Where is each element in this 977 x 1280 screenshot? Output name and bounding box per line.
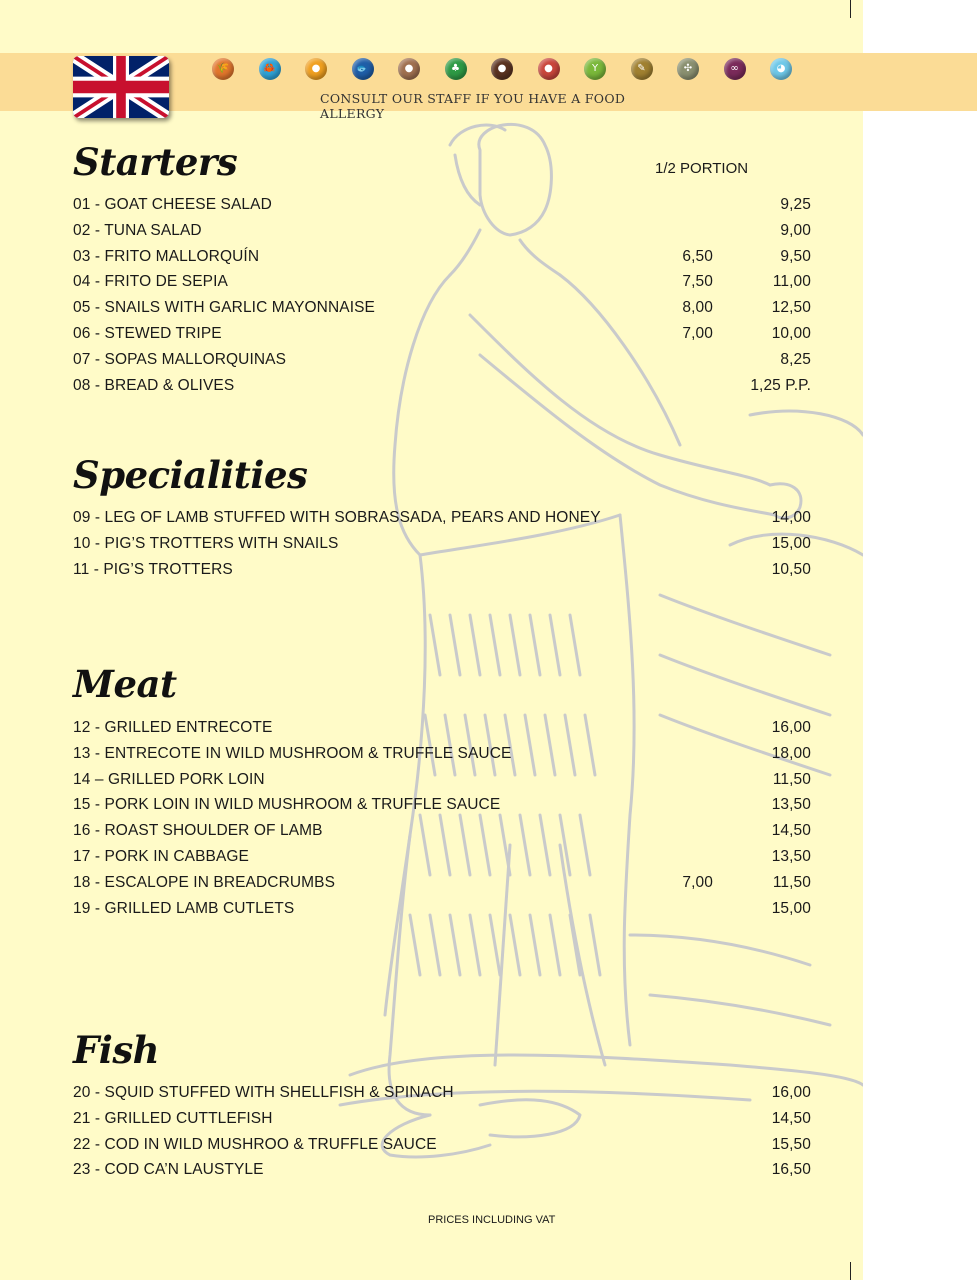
menu-item-half-price: 7,50 [682,273,713,291]
menu-item [73,374,813,400]
fish-icon: 🐟 [352,58,374,80]
menu-item-name: 05 - SNAILS WITH GARLIC MAYONNAISE [73,299,375,317]
menu-item-name: 19 - GRILLED LAMB CUTLETS [73,899,295,917]
menu-item-price: 13,50 [771,796,811,814]
menu-item-name: 18 - ESCALOPE IN BREADCRUMBS [73,873,336,891]
menu-item [73,296,813,322]
menu-item [73,270,813,296]
menu-item-price: 11,00 [772,273,811,291]
fish-list [73,1081,813,1184]
menu-item-price: 14,50 [771,1109,811,1127]
menu-item-name: 03 - FRITO MALLORQUÍN [73,247,260,265]
menu-item [73,322,813,348]
starters-list [73,193,813,399]
menu-item-half-price: 7,00 [682,873,713,891]
menu-item-price: 10,50 [771,560,811,578]
menu-item-price: 9,25 [780,196,811,213]
menu-item-name: 09 - LEG OF LAMB STUFFED WITH SOBRASSADA, PEARS AND HONEY [73,509,601,526]
menu-item-name: 04 - FRITO DE SEPIA [73,273,228,291]
menu-item-price: 13,50 [771,847,811,865]
menu-item-price: 11,50 [772,873,811,891]
menu-item [73,819,813,845]
milk-icon: ● [491,58,513,80]
menu-item-price: 11,50 [772,770,811,788]
menu-item [73,768,813,794]
molluscs-icon: ◕ [770,58,792,80]
menu-item [73,219,813,245]
menu-item-price: 14,50 [771,822,811,840]
menu-item-price: 9,50 [780,247,811,265]
fish-title: Fish [73,1028,160,1072]
menu-item-name: 20 - SQUID STUFFED WITH SHELLFISH & SPINACH [73,1084,454,1101]
menu-item-half-price: 7,00 [682,324,713,342]
specialities-title: Specialities [73,453,308,497]
half-portion-header: 1/2 PORTION [655,160,749,177]
menu-item-name: 13 - ENTRECOTE IN WILD MUSHROOM & TRUFFLE SAUCE [73,744,512,762]
menu-item [73,1081,813,1107]
crustaceans-icon: 🦀 [259,58,281,80]
menu-item-price: 14,00 [771,509,811,526]
menu-item [73,193,813,219]
menu-item-half-price: 8,00 [682,299,713,317]
starters-title: Starters [73,140,238,184]
menu-item-price: 9,00 [780,221,811,239]
menu-item [73,793,813,819]
menu-item [73,1107,813,1133]
gluten-icon: 🌾 [212,58,234,80]
meat-title: Meat [73,662,177,706]
menu-item-name: 02 - TUNA SALAD [73,221,202,239]
menu-item-price: 1,25 P.P. [750,376,811,394]
crop-mark-top [850,0,851,18]
menu-item-price: 15,50 [771,1135,811,1153]
union-jack-flag-icon [73,56,169,118]
menu-item-price: 15,00 [771,534,811,552]
menu-item [73,348,813,374]
crop-mark-bottom [850,1262,851,1280]
menu-item-price: 12,50 [771,299,811,317]
menu-item-name: 11 - PIG’S TROTTERS [73,560,233,578]
menu-item-name: 08 - BREAD & OLIVES [73,376,235,394]
menu-item [73,558,813,584]
menu-item-name: 16 - ROAST SHOULDER OF LAMB [73,822,323,840]
menu-item-name: 12 - GRILLED ENTRECOTE [73,719,273,736]
menu-item-price: 8,25 [780,350,811,368]
nuts-icon: ● [538,58,560,80]
menu-item-name: 01 - GOAT CHEESE SALAD [73,196,272,213]
menu-item [73,845,813,871]
meat-list [73,716,813,922]
celery-icon: Y [584,58,606,80]
menu-item-price: 10,00 [771,324,811,342]
menu-item [73,245,813,271]
menu-item [73,506,813,532]
specialities-list [73,506,813,583]
menu-item-price: 15,00 [771,899,811,917]
menu-item-price: 18,00 [771,744,811,762]
menu-item-name: 23 - COD CA’N LAUSTYLE [73,1161,264,1179]
menu-item [73,871,813,897]
menu-item-name: 21 - GRILLED CUTTLEFISH [73,1109,273,1127]
menu-item-name: 10 - PIG’S TROTTERS WITH SNAILS [73,534,339,552]
sesame-icon: ✣ [677,58,699,80]
menu-item-price: 16,50 [771,1161,811,1179]
menu-item-name: 07 - SOPAS MALLORQUINAS [73,350,287,368]
menu-item-name: 15 - PORK LOIN IN WILD MUSHROOM & TRUFFLE SAUCE [73,796,501,814]
menu-item [73,1158,813,1184]
menu-item [73,742,813,768]
menu-item-name: 14 – GRILLED PORK LOIN [73,770,265,788]
menu-item [73,1133,813,1159]
soy-icon: ♣ [445,58,467,80]
allergy-note: CONSULT OUR STAFF IF YOU HAVE A FOOD ALLERGY [320,91,626,121]
menu-item [73,716,813,742]
vat-note: PRICES INCLUDING VAT [428,1214,556,1226]
menu-item-name: 22 - COD IN WILD MUSHROO & TRUFFLE SAUCE [73,1135,437,1153]
sulphites-icon: ∞ [724,58,746,80]
menu-item-name: 17 - PORK IN CABBAGE [73,847,249,865]
menu-item-name: 06 - STEWED TRIPE [73,324,222,342]
eggs-icon: ● [305,58,327,80]
menu-item [73,897,813,923]
menu-item-price: 16,00 [771,1084,811,1101]
menu-item-price: 16,00 [771,719,811,736]
mustard-icon: ✎ [631,58,653,80]
menu-item-half-price: 6,50 [682,247,713,265]
menu-item [73,532,813,558]
peanuts-icon: ● [398,58,420,80]
